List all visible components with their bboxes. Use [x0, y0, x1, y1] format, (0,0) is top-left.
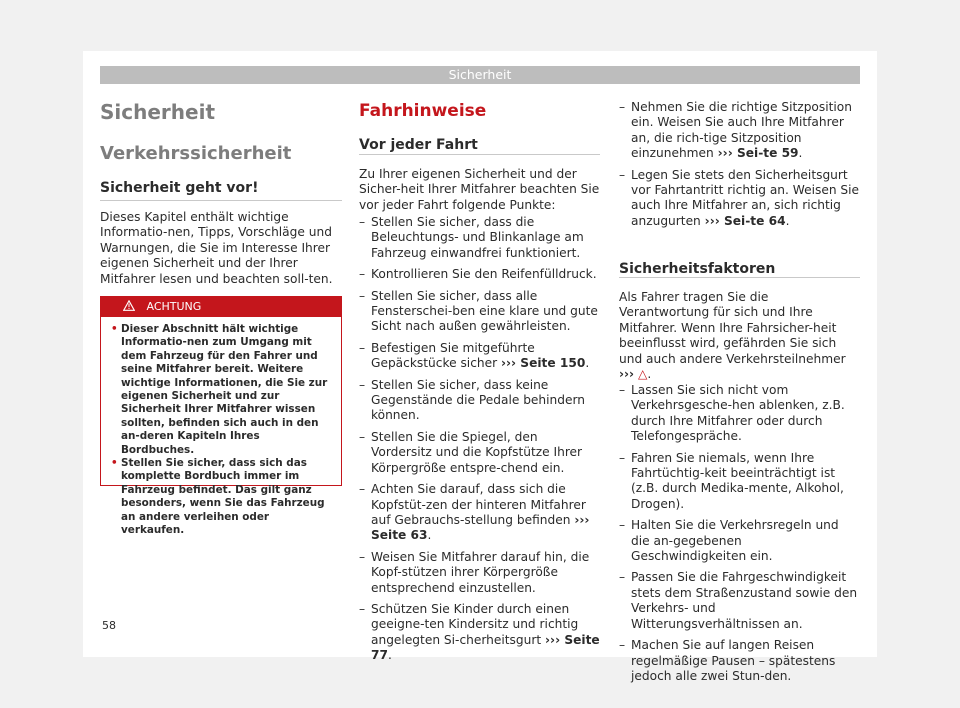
divider: [619, 277, 860, 278]
list-item: – Stellen Sie sicher, dass die Beleuchtungs- und Blinkanlage am Fahrzeug einwandfrei funktioniert.: [359, 215, 600, 261]
safety-factor-list: [619, 383, 860, 690]
list-item: – Fahren Sie niemals, wenn Ihre Fahrtüchtig-keit beeinträchtigt ist (z.B. durch Medika-mente, Alkohol, Drogen).: [619, 451, 860, 513]
warning-box: [100, 296, 342, 537]
list-item: – Machen Sie auf langen Reisen regelmäßige Pausen – spätestens jedoch alle zwei Stun-den.: [619, 638, 860, 684]
intro-paragraph: Als Fahrer tragen Sie die Verantwortung für sich und Ihre Mitfahrer. Wenn Ihre Fahrsicher-heit beeinflusst wird, gefährden Sie sich und auch andere Verkehrsteilnehmer ››› △.: [619, 290, 846, 382]
subsection-title: Vor jeder Fahrt: [359, 137, 478, 153]
warning-body: [101, 317, 341, 538]
page-reference-link[interactable]: ››› Sei-te 59: [717, 146, 799, 161]
subsection-title: Sicherheit geht vor!: [100, 180, 259, 196]
list-item: – Legen Sie stets den Sicherheitsgurt vor Fahrtantritt richtig an. Weisen Sie auch Ihre Mitfahrer an, sich richtig anzugurten ››› Sei-te 64.: [619, 168, 860, 230]
list-item: – Stellen Sie sicher, dass keine Gegenstände die Pedale behindern können.: [359, 378, 600, 424]
page-reference-link[interactable]: ››› Seite 63: [371, 512, 590, 543]
chapter-title: Sicherheit: [100, 100, 215, 124]
checklist: [359, 215, 600, 670]
list-item: – Nehmen Sie die richtige Sitzposition ein. Weisen Sie auch Ihre Mitfahrer an, die rich-tige Sitzposition einzunehmen ››› Sei-te 59.: [619, 100, 860, 162]
list-item: – Kontrollieren Sie den Reifenfülldruck.: [359, 267, 600, 282]
warning-header: [101, 297, 341, 317]
warning-label: ACHTUNG: [146, 300, 202, 313]
warning-triangle-icon: [123, 300, 139, 313]
warning-triangle-icon: △: [637, 367, 648, 382]
page-number: 58: [102, 619, 116, 632]
list-item: – Weisen Sie Mitfahrer darauf hin, die Kopf-stützen ihrer Körpergröße entsprechend einzustellen.: [359, 550, 600, 596]
list-item: – Befestigen Sie mitgeführte Gepäckstücke sicher ››› Seite 150.: [359, 341, 600, 372]
page-reference-link[interactable]: ››› Seite 150: [501, 356, 586, 371]
list-item: – Schützen Sie Kinder durch einen geeigne-ten Kindersitz und richtig angelegten Si-cherheitsgurt ››› Seite 77.: [359, 602, 600, 664]
section-title: Verkehrssicherheit: [100, 143, 292, 164]
list-item: – Stellen Sie sicher, dass alle Fensterschei-ben eine klare und gute Sicht nach außen gewährleisten.: [359, 289, 600, 335]
page-reference-link[interactable]: ››› Seite 77: [371, 632, 600, 663]
running-header: Sicherheit: [100, 66, 860, 84]
checklist-continued: [619, 100, 860, 235]
list-item: – Passen Sie die Fahrgeschwindigkeit stets dem Straßenzustand sowie den Verkehrs- und Witterungsverhältnissen an.: [619, 570, 860, 632]
page-reference-link[interactable]: ››› Sei-te 64: [704, 213, 786, 228]
page-reference-link[interactable]: ›››: [619, 367, 635, 382]
list-item: – Lassen Sie sich nicht vom Verkehrsgesche-hen ablenken, z.B. durch Ihre Mitfahrer oder durch Telefongespräche.: [619, 383, 860, 445]
list-item: – Stellen Sie die Spiegel, den Vordersitz und die Kopfstütze Ihrer Körpergröße entspre-chend ein.: [359, 430, 600, 476]
list-item: – Achten Sie darauf, dass sich die Kopfstüt-zen der hinteren Mitfahrer auf Gebrauchs-stellung befinden ››› Seite 63.: [359, 482, 600, 544]
subsection-title: Sicherheitsfaktoren: [619, 261, 776, 277]
divider: [100, 200, 342, 201]
divider: [359, 154, 600, 155]
intro-paragraph: Zu Ihrer eigenen Sicherheit und der Sicher-heit Ihrer Mitfahrer beachten Sie vor jeder Fahrt folgende Punkte:: [359, 167, 600, 212]
warning-item: • Dieser Abschnitt hält wichtige Informatio-nen zum Umgang mit dem Fahrzeug für den Fahrer und seine Mitfahrer bereit. Weitere wichtige Informationen, die Sie zur eigenen Sicherheit und zur Sicherheit Ihrer Mitfahrer wissen sollten, befinden sich auch in den an-deren Kapiteln Ihres Bordbuches.: [111, 323, 331, 457]
intro-paragraph: Dieses Kapitel enthält wichtige Informatio-nen, Tipps, Vorschläge und Warnungen, die Sie im Interesse Ihrer eigenen Sicherheit und der Ihrer Mitfahrer lesen und beachten soll-ten.: [100, 210, 333, 286]
section-title-red: Fahrhinweise: [359, 101, 487, 121]
warning-item: • Stellen Sie sicher, dass sich das komplette Bordbuch immer im Fahrzeug befindet. Das gilt ganz besonders, wenn Sie das Fahrzeug an andere verleihen oder verkaufen.: [111, 457, 331, 537]
list-item: – Halten Sie die Verkehrsregeln und die an-gegebenen Geschwindigkeiten ein.: [619, 518, 860, 564]
